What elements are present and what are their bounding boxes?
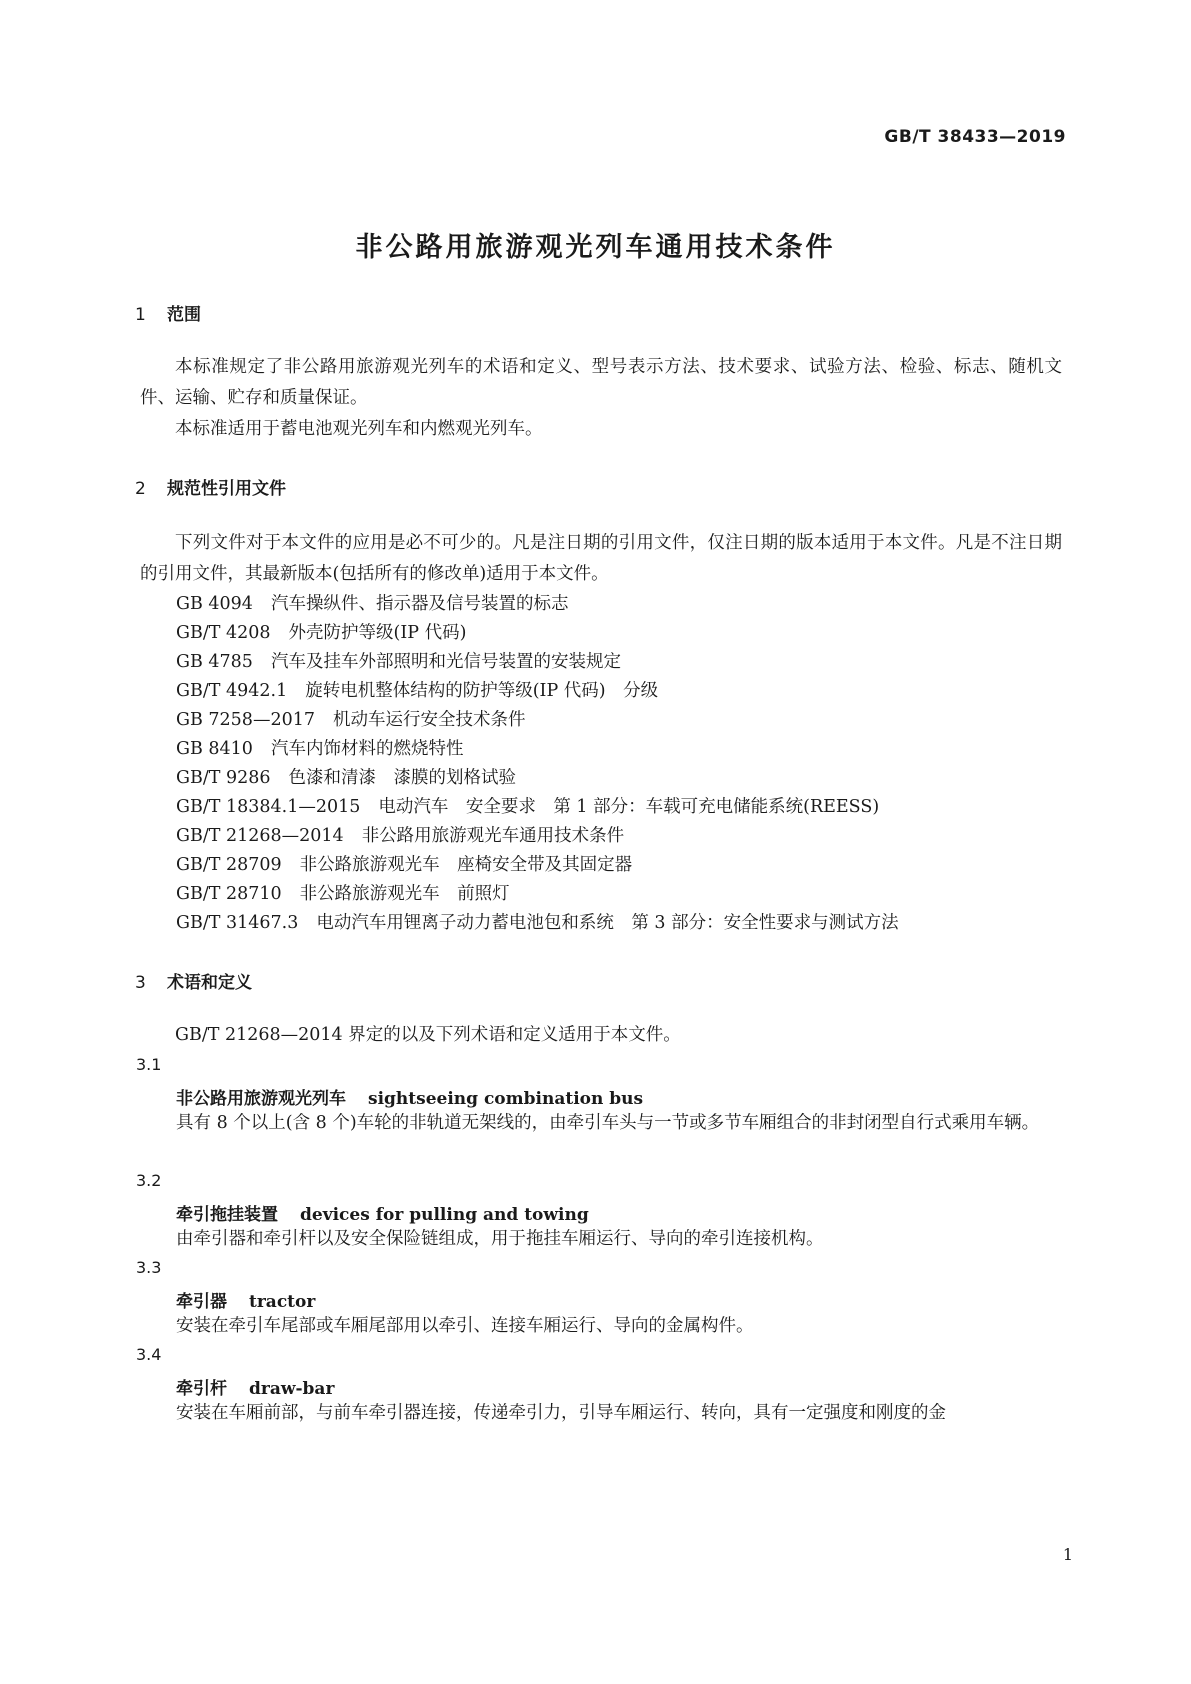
term-heading bbox=[176, 1374, 334, 1399]
term-definition: 由牵引器和牵引杆以及安全保险链组成，用于拖挂车厢运行、导向的牵引连接机构。 bbox=[176, 1229, 824, 1249]
term-zh: 牵引杆 bbox=[176, 1379, 227, 1399]
reference-title: 色漆和清漆 漆膜的划格试验 bbox=[288, 768, 517, 788]
reference-item bbox=[176, 677, 658, 702]
reference-title: 电动汽车 安全要求 第 1 部分：车载可充电储能系统(REESS) bbox=[378, 797, 880, 817]
reference-title: 机动车运行安全技术条件 bbox=[332, 710, 526, 730]
reference-item bbox=[176, 764, 516, 789]
section-number: 3 bbox=[135, 973, 146, 993]
scope-paragraph-2: 本标准适用于蓄电池观光列车和内燃观光列车。 bbox=[175, 419, 543, 439]
section-number: 1 bbox=[135, 305, 146, 325]
section-title: 术语和定义 bbox=[167, 973, 252, 993]
standard-number: GB/T 38433—2019 bbox=[884, 127, 1066, 147]
term-en: tractor bbox=[249, 1292, 316, 1312]
reference-item bbox=[176, 909, 899, 934]
document-title: 非公路用旅游观光列车通用技术条件 bbox=[355, 232, 836, 263]
term-number: 3.4 bbox=[136, 1345, 162, 1364]
reference-item bbox=[176, 619, 466, 644]
section-2-heading bbox=[135, 474, 286, 499]
reference-item bbox=[176, 648, 621, 673]
term-definition: 安装在牵引车尾部或车厢尾部用以牵引、连接车厢运行、导向的金属构件。 bbox=[176, 1316, 754, 1336]
reference-item bbox=[176, 851, 632, 876]
term-number: 3.2 bbox=[136, 1171, 162, 1190]
term-heading bbox=[176, 1084, 643, 1109]
reference-title: 汽车及挂车外部照明和光信号装置的安装规定 bbox=[270, 652, 621, 672]
reference-item bbox=[176, 590, 568, 615]
reference-code: GB 8410 bbox=[176, 739, 253, 759]
term-zh: 非公路用旅游观光列车 bbox=[176, 1089, 346, 1109]
page-number: 1 bbox=[1062, 1545, 1073, 1564]
reference-code: GB/T 4208 bbox=[176, 623, 271, 643]
reference-title: 汽车操纵件、指示器及信号装置的标志 bbox=[270, 594, 569, 614]
section-3-heading bbox=[135, 968, 252, 993]
reference-title: 非公路旅游观光车 前照灯 bbox=[299, 884, 510, 904]
reference-title: 电动汽车用锂离子动力蓄电池包和系统 第 3 部分：安全性要求与测试方法 bbox=[316, 913, 899, 933]
reference-item bbox=[176, 822, 624, 847]
reference-code: GB/T 18384.1—2015 bbox=[176, 797, 361, 817]
section-number: 2 bbox=[135, 479, 146, 499]
reference-code: GB/T 4942.1 bbox=[176, 681, 288, 701]
term-en: devices for pulling and towing bbox=[300, 1205, 589, 1225]
reference-code: GB/T 28710 bbox=[176, 884, 282, 904]
reference-code: GB 7258—2017 bbox=[176, 710, 315, 730]
term-heading bbox=[176, 1200, 589, 1225]
term-definition: 安装在车厢前部，与前车牵引器连接，传递牵引力，引导车厢运行、转向，具有一定强度和刚度的金 bbox=[176, 1403, 946, 1423]
term-definition: 具有 8 个以上(含 8 个)车轮的非轨道无架线的，由牵引车头与一节或多节车厢组合的非封闭型自行式乘用车辆。 bbox=[176, 1113, 1040, 1133]
reference-code: GB 4094 bbox=[176, 594, 253, 614]
reference-title: 汽车内饰材料的燃烧特性 bbox=[270, 739, 464, 759]
reference-code: GB/T 21268—2014 bbox=[176, 826, 344, 846]
references-intro: 下列文件对于本文件的应用是必不可少的。凡是注日期的引用文件，仅注日期的版本适用于本文件。凡是不注日期的引用文件，其最新版本(包括所有的修改单)适用于本文件。 bbox=[140, 533, 1062, 584]
reference-title: 非公路旅游观光车 座椅安全带及其固定器 bbox=[299, 855, 633, 875]
section-title: 规范性引用文件 bbox=[167, 479, 286, 499]
reference-code: GB/T 31467.3 bbox=[176, 913, 299, 933]
section-1-heading bbox=[135, 300, 201, 325]
term-en: draw-bar bbox=[249, 1379, 335, 1399]
term-zh: 牵引拖挂装置 bbox=[176, 1205, 278, 1225]
section-title: 范围 bbox=[167, 305, 201, 325]
term-heading bbox=[176, 1287, 315, 1312]
term-zh: 牵引器 bbox=[176, 1292, 227, 1312]
reference-code: GB/T 28709 bbox=[176, 855, 282, 875]
reference-title: 外壳防护等级(IP 代码) bbox=[288, 623, 467, 643]
term-number: 3.1 bbox=[136, 1055, 162, 1074]
term-en: sightseeing combination bus bbox=[368, 1089, 644, 1109]
reference-code: GB/T 9286 bbox=[176, 768, 271, 788]
reference-item bbox=[176, 793, 879, 818]
reference-item bbox=[176, 735, 463, 760]
terms-intro: GB/T 21268—2014 界定的以及下列术语和定义适用于本文件。 bbox=[175, 1025, 681, 1045]
reference-title: 旋转电机整体结构的防护等级(IP 代码) 分级 bbox=[305, 681, 659, 701]
reference-title: 非公路用旅游观光车通用技术条件 bbox=[361, 826, 625, 846]
scope-paragraph-1: 本标准规定了非公路用旅游观光列车的术语和定义、型号表示方法、技术要求、试验方法、检验、标志、随机文件、运输、贮存和质量保证。 bbox=[140, 357, 1062, 408]
reference-item bbox=[176, 706, 525, 731]
reference-item bbox=[176, 880, 510, 905]
reference-code: GB 4785 bbox=[176, 652, 253, 672]
term-number: 3.3 bbox=[136, 1258, 162, 1277]
